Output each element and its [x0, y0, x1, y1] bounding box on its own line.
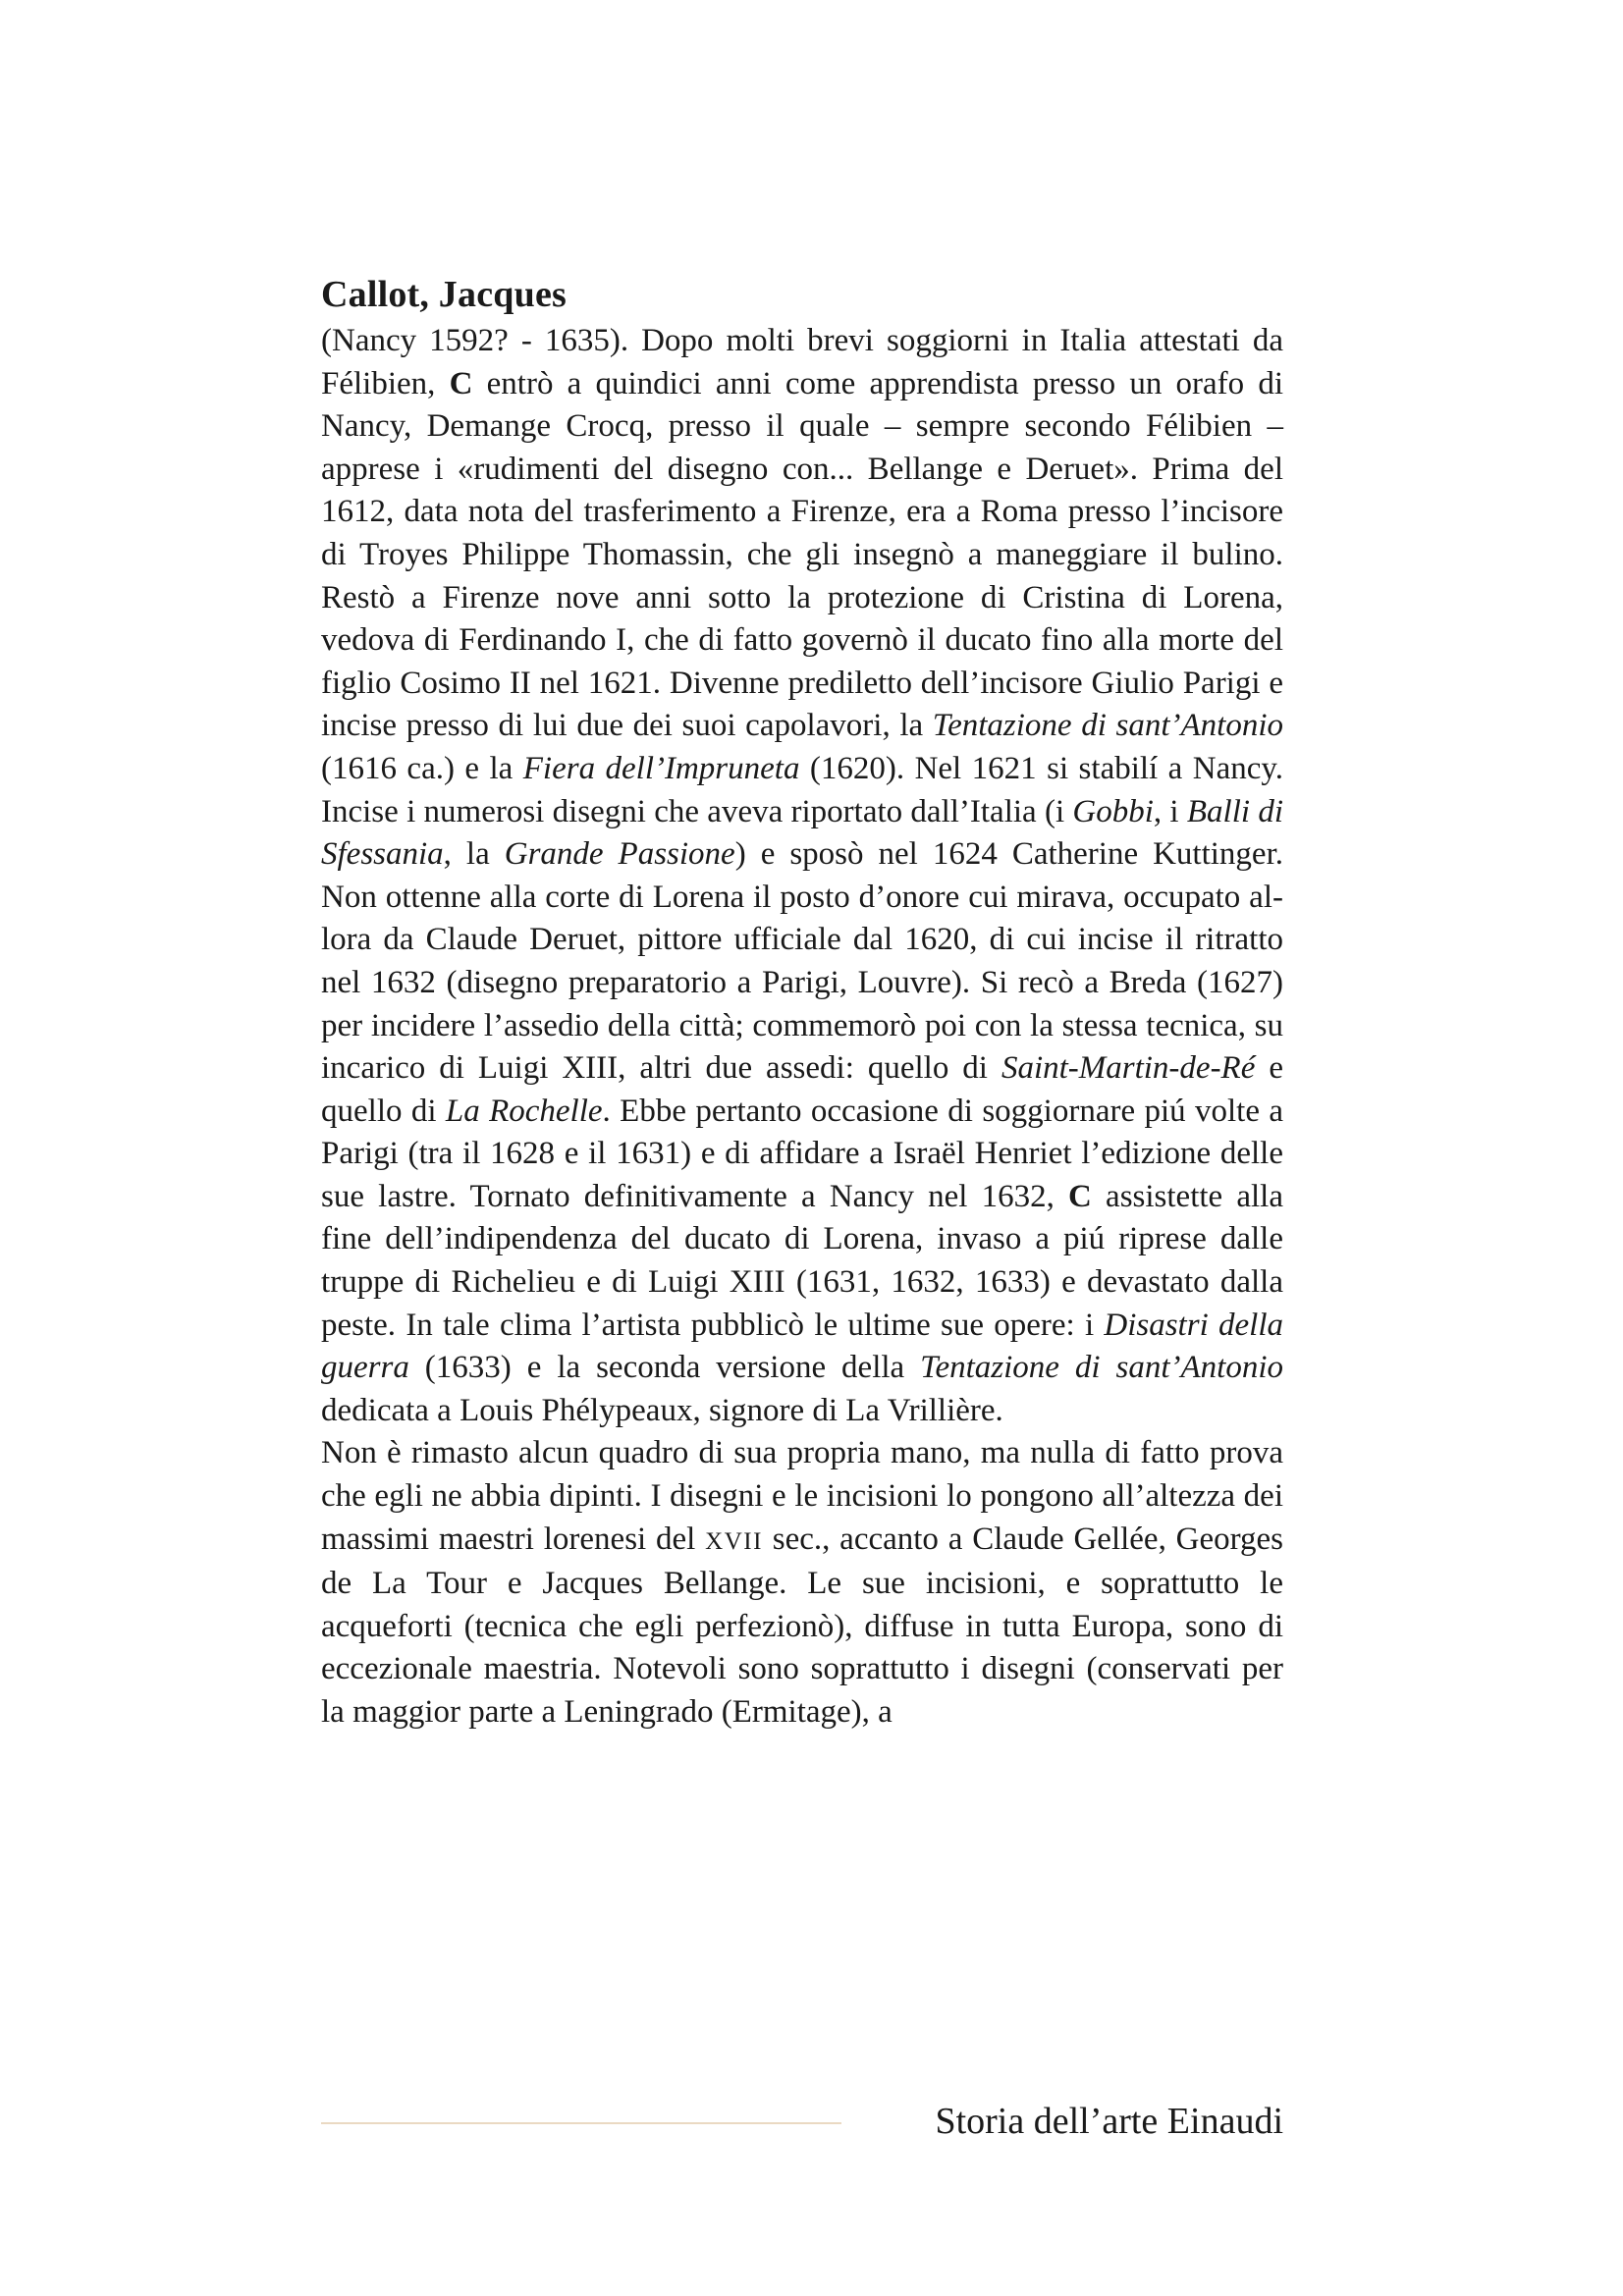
document-page	[321, 271, 1283, 1735]
page-footer	[321, 2097, 1283, 2146]
work-title: Fiera dell’Impruneta	[522, 750, 800, 786]
work-title: Saint-Martin-de-Ré	[1001, 1050, 1256, 1087]
text-run: (1633) e la seconda versione della	[408, 1350, 921, 1386]
work-title: Disastri della guerra	[321, 1307, 1283, 1386]
work-title: Tentazione di sant’Antonio	[932, 708, 1283, 744]
body-paragraph	[321, 320, 1283, 1432]
entry-body	[321, 320, 1283, 1735]
bold-abbreviation: C	[1068, 1178, 1092, 1214]
text-run: sec., accanto a Claude Gellée, Georges de La Tour e Jacques Bellange. Le sue incisioni, e soprattutto le acqueforti (tecnica che egli perfezionò), diffuse in tutta Europa, sono di eccezionale maestria. Notevoli sono soprattutto i disegni (conservati per la maggior parte a Leningrado (Ermitage), a	[321, 1521, 1284, 1730]
text-run: Non è rimasto alcun quadro di sua propria mano, ma nulla di fatto prova che egli ne abbia dipinti. I disegni e le incisioni lo pongono all’altezza dei massimi maestri lorenesi del	[321, 1435, 1283, 1557]
text-run: assistette alla fine dell’indipendenza del ducato di Lorena, invaso a piú riprese dalle truppe di Richelieu e di Luigi XIII (1631, 1632, 1633) e devastato dalla peste. In tale clima l’artista pubblicò le ultime sue opere: i	[321, 1178, 1283, 1343]
work-title: Tentazione di sant’Antonio	[920, 1350, 1283, 1386]
footer-publisher-label: Storia dell’arte Einaudi	[935, 2101, 1283, 2142]
text-run: , i	[1153, 793, 1187, 829]
entry-title: Callot, Jacques	[321, 274, 567, 315]
work-title: La Rochelle	[445, 1093, 603, 1129]
text-run: (1620). Nel 1621 si stabilí a Nancy. Incise i numerosi disegni che aveva riportato dall’Italia (i	[321, 750, 1283, 829]
body-paragraph	[321, 1432, 1283, 1734]
work-title: Grande Passione	[504, 836, 735, 873]
text-run: e quello di	[321, 1050, 1283, 1129]
text-run: . Ebbe pertanto occasione di soggiornare piú volte a Parigi (tra il 1628 e il 1631) e di affidare a Israël Henriet l’edizione delle sue lastre. Tornato definitivamente a Nancy nel 1632,	[321, 1093, 1283, 1214]
work-title: Balli di Sfessania	[321, 793, 1284, 873]
footer-rule	[321, 2122, 841, 2124]
text-run: dedicata a Louis Phélypeaux, signore di La Vrillière.	[321, 1392, 1003, 1428]
text-run: , la	[443, 836, 505, 873]
text-run: (1616 ca.) e la	[321, 750, 523, 786]
bold-abbreviation: C	[449, 365, 473, 401]
text-run: (Nancy 1592? - 1635). Dopo molti brevi soggiorni in Italia attestati da Félibien,	[321, 323, 1283, 401]
work-title: Gobbi	[1072, 793, 1154, 829]
text-run: entrò a quindici anni come apprendista presso un orafo di Nancy, Demange Crocq, presso il quale – sempre secondo Félibien – apprese i «rudimenti del disegno con... Bellange e Deruet». Prima del 1612, data nota del trasferimento a Firenze, era a Roma presso l’incisore di Troyes Philippe Thomassin, che gli insegnò a maneggiare il bulino. Restò a Firenze nove anni sotto la protezione di Cristina di Lorena, vedova di Ferdinando I, che di fatto governò il ducato fino alla morte del figlio Cosimo II nel 1621. Divenne prediletto dell’incisore Giulio Parigi e incise presso di lui due dei suoi capolavori, la	[321, 365, 1284, 744]
small-caps-century: XVII	[705, 1527, 763, 1555]
text-run: ) e sposò nel 1624 Catherine Kuttinger. Non ottenne alla corte di Lorena il posto d’onore cui mirava, occupato allora da Claude Deruet, pittore ufficiale dal 1620, di cui incise il ritratto nel 1632 (disegno preparatorio a Parigi, Louvre). Si recò a Breda (1627) per incidere l’assedio della città; commemorò poi con la stessa tecnica, su incarico di Luigi XIII, altri due assedi: quello di	[321, 836, 1283, 1087]
